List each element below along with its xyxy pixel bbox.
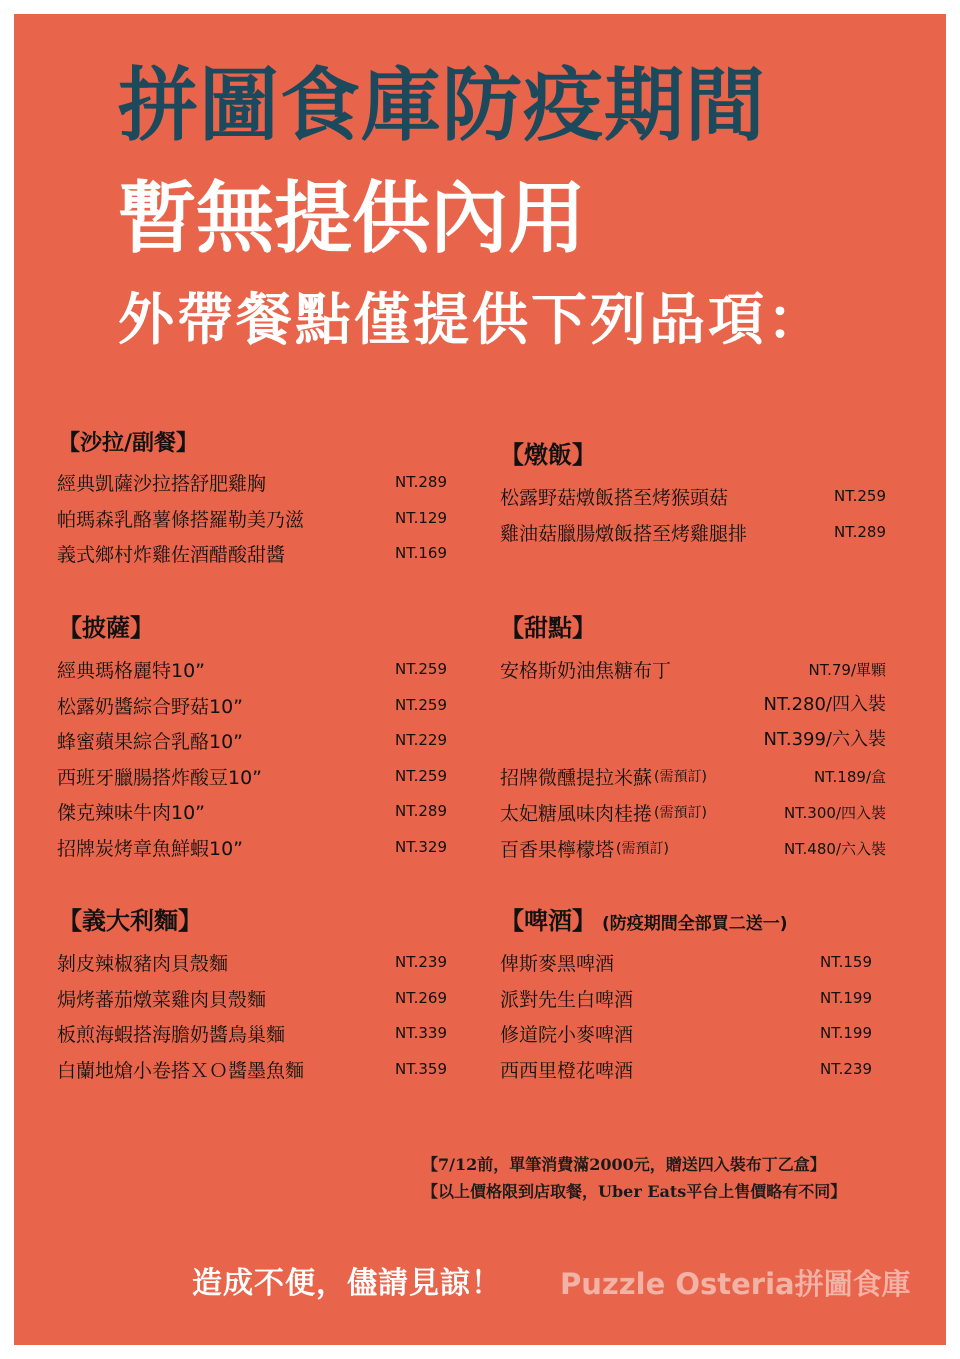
item-name: 招牌微醺提拉米蘇 [500,766,653,789]
menu-item [500,798,886,826]
headline-no-dine-in: 暫無提供內用 [118,174,587,264]
section-title-salad: 【沙拉/副餐】 [58,431,199,456]
headline-title: 拼圖食庫防疫期間 [118,59,766,152]
item-price: NT.259 [833,487,886,505]
headline-takeout-notice: 外帶餐點僅提供下列品項： [118,288,826,353]
item-name: 百香果檸檬塔 [500,838,615,861]
item-price: NT.169 [394,544,447,562]
item-price-extra: NT.399/六入裝 [763,729,886,750]
menu-item [57,762,447,790]
brand-name: Puzzle Osteria拼圖食庫 [560,1267,911,1301]
menu-item [500,762,886,790]
menu-item [57,726,447,754]
item-name: 傑克辣味牛肉10” [57,801,206,824]
section-title-pizza: 【披薩】 [58,614,154,642]
menu-item [500,1055,886,1083]
section-title-beer [500,906,788,939]
item-name: 白蘭地熗小卷搭ＸＯ醬墨魚麵 [57,1059,305,1082]
menu-item [500,655,886,683]
item-name: 招牌炭烤章魚鮮蝦10” [57,837,244,860]
promo-note-price: 【以上價格限到店取餐，Uber Eats平台上售價略有不同】 [422,1182,847,1201]
menu-item [57,948,447,976]
item-price: NT.269 [394,989,447,1007]
item-price: NT.79/單顆 [808,660,886,679]
menu-item [500,518,886,546]
item-price: NT.339 [394,1024,447,1042]
menu-item [57,833,447,861]
item-name: 俾斯麥黑啤酒 [500,952,615,975]
item-name: 雞油菇臘腸燉飯搭至烤雞腿排 [500,522,748,545]
item-name: 派對先生白啤酒 [500,988,634,1011]
item-name: 西西里橙花啤酒 [500,1059,634,1082]
item-name: 經典瑪格麗特10” [57,659,206,682]
item-price: NT.129 [394,509,447,527]
apology-text: 造成不便，儘請見諒！ [192,1266,502,1301]
menu-item [57,504,447,532]
item-name: 西班牙臘腸搭炸酸豆10” [57,766,263,789]
item-price: NT.289 [394,802,447,820]
preorder-note: (需預訂) [654,769,707,785]
promo-note-pudding: 【7/12前，單筆消費滿2000元，贈送四入裝布丁乙盒】 [422,1155,826,1174]
menu-item [57,984,447,1012]
item-price: NT.159 [819,953,872,971]
preorder-note: (需預訂) [616,841,669,857]
item-price: NT.239 [819,1060,872,1078]
menu-item [57,797,447,825]
menu-item [57,468,447,496]
item-price: NT.300/四入裝 [783,803,886,822]
menu-item [500,482,886,510]
item-name: 松露野菇燉飯搭至烤猴頭菇 [500,486,729,509]
item-price: NT.480/六入裝 [783,839,886,858]
menu-item [57,1055,447,1083]
menu-item [500,834,886,862]
item-name: 經典凱薩沙拉搭舒肥雞胸 [57,472,267,495]
menu-item [57,691,447,719]
item-name: 修道院小麥啤酒 [500,1023,634,1046]
item-name: 帕瑪森乳酪薯條搭羅勒美乃滋 [57,508,305,531]
item-name: 安格斯奶油焦糖布丁 [500,659,672,682]
item-price: NT.229 [394,731,447,749]
item-price: NT.289 [394,473,447,491]
item-name: 義式鄉村炸雞佐酒醋酸甜醬 [57,543,286,566]
preorder-note: (需預訂) [654,805,707,821]
item-price: NT.259 [394,767,447,785]
item-price-extra: NT.280/四入裝 [763,694,886,715]
menu-item [500,1019,886,1047]
item-price: NT.199 [819,989,872,1007]
item-name: 板煎海蝦搭海膽奶醬鳥巢麵 [57,1023,286,1046]
menu-item [57,1019,447,1047]
beer-title: 【啤酒】 [500,907,596,935]
item-price: NT.259 [394,696,447,714]
item-price: NT.199 [819,1024,872,1042]
item-name: 焗烤蕃茄燉菜雞肉貝殼麵 [57,988,267,1011]
menu-poster [14,14,946,1345]
menu-item [500,984,886,1012]
item-name: 松露奶醬綜合野菇10” [57,695,244,718]
item-name: 剝皮辣椒豬肉貝殼麵 [57,952,229,975]
item-price: NT.289 [833,523,886,541]
menu-item [57,655,447,683]
item-price: NT.359 [394,1060,447,1078]
item-price: NT.239 [394,953,447,971]
item-price: NT.189/盒 [813,767,886,786]
beer-promo-note: (防疫期間全部買二送一) [602,914,788,934]
item-price: NT.259 [394,660,447,678]
section-title-risotto: 【燉飯】 [500,441,596,469]
item-name: 太妃糖風味肉桂捲 [500,802,653,825]
section-title-dessert: 【甜點】 [500,614,596,642]
item-name: 蜂蜜蘋果綜合乳酪10” [57,730,244,753]
section-title-pasta: 【義大利麵】 [58,907,202,935]
menu-item [500,948,886,976]
item-price: NT.329 [394,838,447,856]
menu-item [57,539,447,567]
